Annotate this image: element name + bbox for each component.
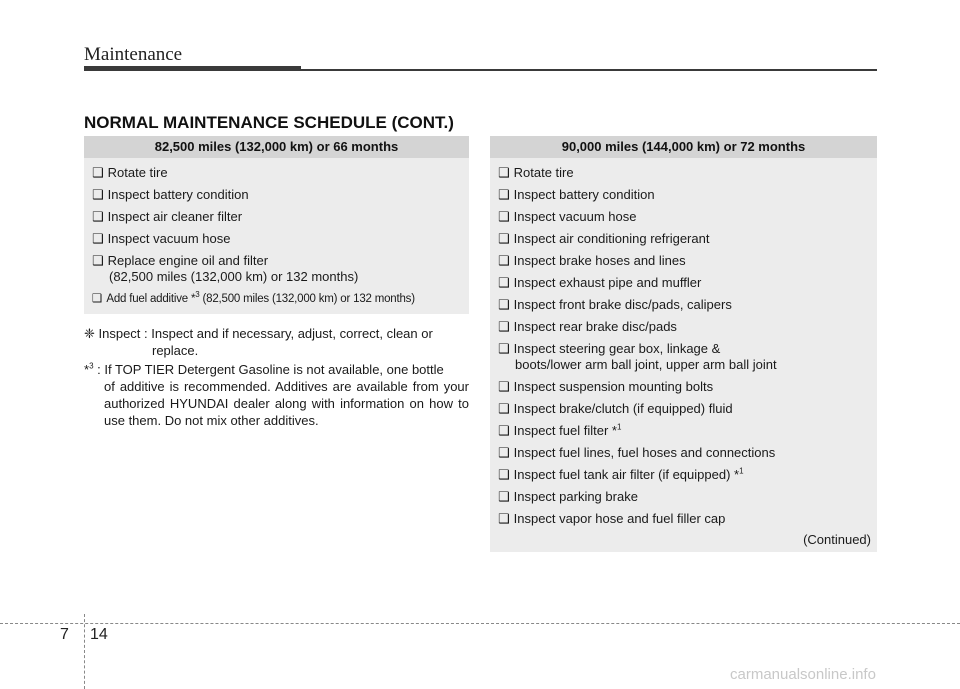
checklist <box>490 158 877 530</box>
checklist-item: ❑ Inspect suspension mounting bolts <box>498 379 714 394</box>
checklist-item: ❑ Inspect battery condition <box>92 187 249 202</box>
checklist-item-steering: ❑ Inspect steering gear box, linkage & boots/lower arm ball joint, upper arm ball joint <box>490 338 877 376</box>
checkbox-icon: ❑ <box>498 187 510 202</box>
page-header-title: Maintenance <box>84 44 183 65</box>
checklist-item: ❑ Inspect vacuum hose <box>92 231 231 246</box>
checkbox-icon: ❑ <box>498 423 510 438</box>
checklist-item-oil: ❑ Replace engine oil and filter (82,500 miles (132,000 km) or 132 months) <box>84 250 469 288</box>
schedule-heading: 90,000 miles (144,000 km) or 72 months <box>490 136 877 158</box>
checkbox-icon: ❑ <box>498 401 510 416</box>
checklist-item: ❑ Inspect parking brake <box>498 489 638 504</box>
checklist-item: ❑ Inspect fuel lines, fuel hoses and connections <box>498 445 776 460</box>
checkbox-icon: ❑ <box>498 231 510 246</box>
checklist-item: ❑ Inspect vacuum hose <box>498 209 637 224</box>
checkbox-icon: ❑ <box>92 293 103 305</box>
checklist-item-fuel-additive: ❑ Add fuel additive *$^3$ (82,500 miles (132,000 km) or 132 months) <box>92 290 415 305</box>
checkbox-icon: ❑ <box>498 445 510 460</box>
continued-label: (Continued) <box>803 532 871 547</box>
checklist-item-fuel-tank: ❑ Inspect fuel tank air filter (if equipped) *$^1$ <box>498 466 744 482</box>
checklist-item: ❑ Inspect rear brake disc/pads <box>498 319 677 334</box>
checkbox-icon: ❑ <box>498 253 510 268</box>
checklist-item: ❑ Inspect brake/clutch (if equipped) fluid <box>498 401 733 416</box>
checklist <box>84 158 469 310</box>
checkbox-icon: ❑ <box>92 253 104 268</box>
checklist-item: ❑ Inspect air cleaner filter <box>92 209 243 224</box>
checkbox-icon: ❑ <box>498 209 510 224</box>
checklist-item-sub: (82,500 miles (132,000 km) or 132 months) <box>109 269 359 284</box>
checkbox-icon: ❑ <box>498 467 510 482</box>
chapter-number: 7 <box>60 626 69 643</box>
checkbox-icon: ❑ <box>498 489 510 504</box>
checkbox-icon: ❑ <box>498 275 510 290</box>
checkbox-icon: ❑ <box>498 165 510 180</box>
checkbox-icon: ❑ <box>498 319 510 334</box>
footer-rule <box>0 623 960 624</box>
checkbox-icon: ❑ <box>92 209 104 224</box>
section-title: NORMAL MAINTENANCE SCHEDULE (CONT.) <box>84 113 454 132</box>
checklist-item: ❑ Inspect brake hoses and lines <box>498 253 686 268</box>
watermark: carmanualsonline.info <box>730 666 876 683</box>
checkbox-icon: ❑ <box>498 341 510 356</box>
checklist-item: ❑ Inspect battery condition <box>498 187 655 202</box>
checklist-item: ❑ Inspect vapor hose and fuel filler cap <box>498 511 726 526</box>
header-rule-thin <box>301 69 877 71</box>
checklist-item-sub: boots/lower arm ball joint, upper arm ball joint <box>515 357 777 372</box>
additive-note: *$^3$ : If TOP TIER Detergent Gasoline is not available, one bottle of additive is recommended. Additives are available from your authorized HYUNDAI dealer along with information on how to use them. Do not mix other additives. <box>84 361 469 428</box>
inspect-note: ❈ Inspect : Inspect and if necessary, adjust, correct, clean or replace. <box>84 326 433 358</box>
checklist-item: ❑ Inspect exhaust pipe and muffler <box>498 275 702 290</box>
checkbox-icon: ❑ <box>92 165 104 180</box>
page-number: 14 <box>90 626 108 643</box>
header-rule-thick <box>84 66 301 71</box>
checklist-item: ❑ Inspect air conditioning refrigerant <box>498 231 710 246</box>
checkbox-icon: ❑ <box>498 379 510 394</box>
schedule-heading: 82,500 miles (132,000 km) or 66 months <box>84 136 469 158</box>
checkbox-icon: ❑ <box>498 511 510 526</box>
schedule-box-82500 <box>84 136 469 314</box>
schedule-box-90000 <box>490 136 877 552</box>
checklist-item: ❑ Rotate tire <box>498 165 574 180</box>
checkbox-icon: ❑ <box>92 231 104 246</box>
checklist-item: ❑ Rotate tire <box>92 165 168 180</box>
checklist-item-fuel-filter: ❑ Inspect fuel filter *$^1$ <box>498 422 622 438</box>
checkbox-icon: ❑ <box>498 297 510 312</box>
footer-divider <box>84 614 85 689</box>
checkbox-icon: ❑ <box>92 187 104 202</box>
checklist-item: ❑ Inspect front brake disc/pads, calipers <box>498 297 732 312</box>
